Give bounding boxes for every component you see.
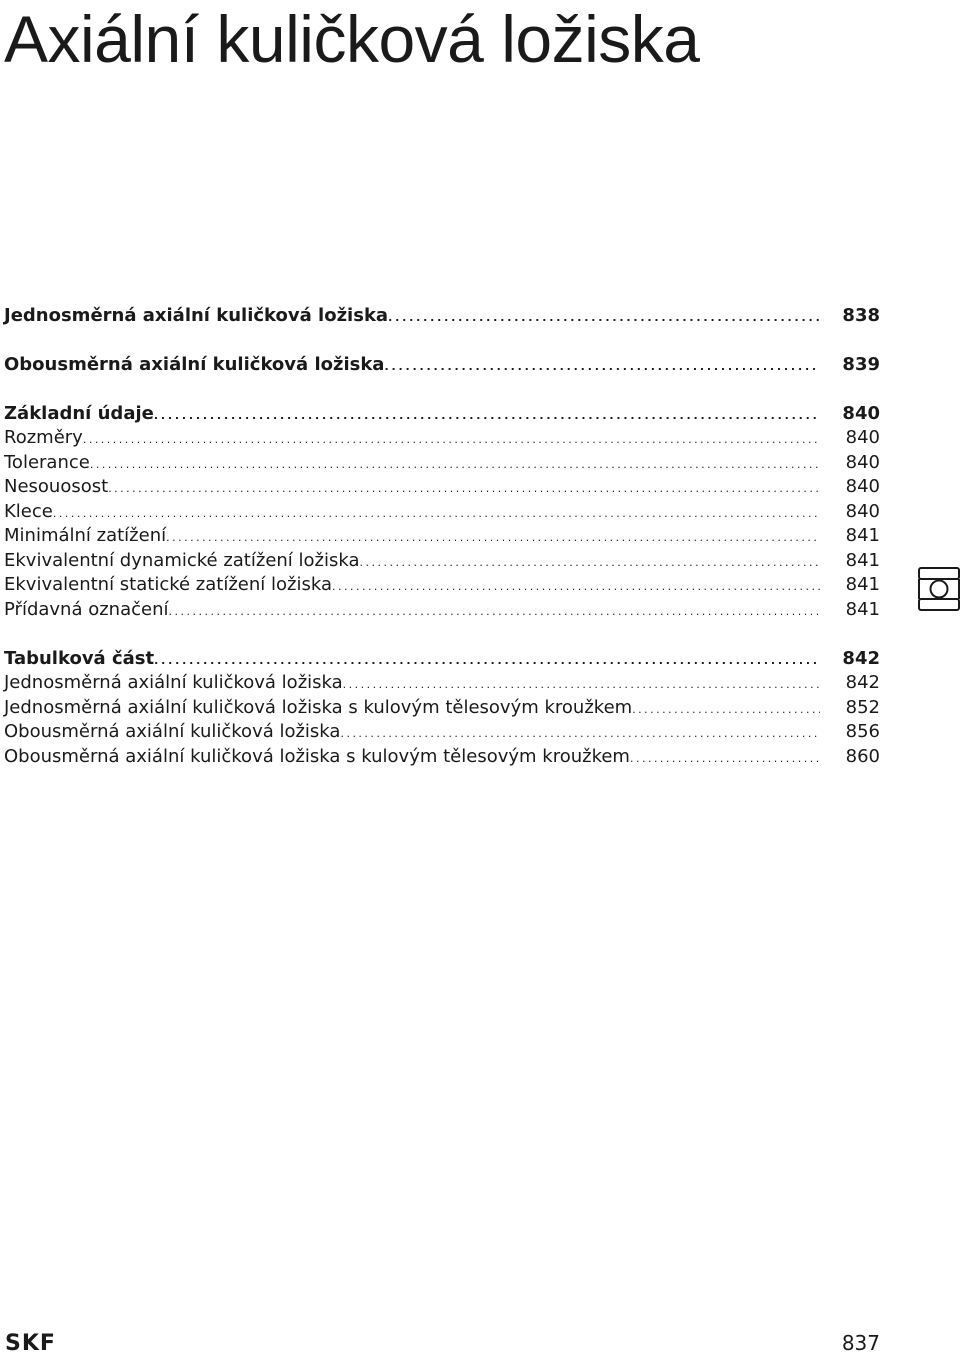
toc-dot-leader (166, 526, 820, 550)
toc-entry-page: 840 (845, 452, 880, 473)
toc-entry-label: Nesouosost (4, 476, 109, 497)
toc-entry-label: Obousměrná axiální kuličková ložiska s kulovým tělesovým kroužkem (4, 746, 630, 767)
toc-dot-leader (340, 722, 820, 746)
toc-entry-page: 841 (845, 550, 880, 571)
page-number: 837 (841, 1331, 880, 1355)
toc-entry-page: 840 (842, 403, 880, 424)
toc-entry-label: Jednosměrná axiální kuličková ložiska (4, 672, 343, 693)
toc-entry-label: Klece (4, 501, 53, 522)
toc-dot-leader (384, 355, 820, 379)
toc-dot-leader (53, 502, 820, 526)
toc-dot-leader (83, 428, 820, 452)
toc-entry-page: 840 (845, 476, 880, 497)
page-title: Axiální kuličková ložiska (4, 2, 700, 76)
toc-entry-page: 841 (845, 525, 880, 546)
toc-entry-page: 856 (845, 721, 880, 742)
toc-dot-leader (360, 551, 821, 575)
toc-entry-page: 842 (845, 672, 880, 693)
toc-entry-label: Tabulková část (4, 648, 155, 669)
toc-entry-label: Tolerance (4, 452, 90, 473)
toc-entry-page: 860 (845, 746, 880, 767)
toc-entry-equivalent-dynamic-load[interactable] (4, 549, 880, 573)
toc-entry-label: Jednosměrná axiální kuličková ložiska s kulovým tělesovým kroužkem (4, 697, 633, 718)
toc-entry-double-direction-bearings[interactable] (4, 353, 880, 377)
toc-dot-leader (154, 649, 820, 673)
toc-entry-product-tables[interactable] (4, 647, 880, 671)
toc-dot-leader (343, 673, 820, 697)
toc-dot-leader (632, 698, 820, 722)
toc-entry-label: Obousměrná axiální kuličková ložiska (4, 354, 385, 375)
toc-entry-table-single-direction[interactable] (4, 671, 880, 695)
toc-entry-tolerances[interactable] (4, 451, 880, 475)
toc-entry-page: 839 (842, 354, 880, 375)
svg-text:SKF: SKF (5, 1332, 56, 1352)
toc-entry-minimum-load[interactable] (4, 524, 880, 548)
toc-entry-label: Obousměrná axiální kuličková ložiska (4, 721, 341, 742)
toc-entry-page: 841 (845, 599, 880, 620)
toc-entry-label: Ekvivalentní dynamické zatížení ložiska (4, 550, 360, 571)
toc-dot-leader (169, 600, 821, 624)
toc-entry-dimensions[interactable] (4, 426, 880, 450)
toc-entry-page: 852 (845, 697, 880, 718)
toc-dot-leader (630, 747, 820, 771)
toc-entry-table-double-direction-spherical[interactable] (4, 745, 880, 769)
toc-entry-basic-data[interactable] (4, 402, 880, 426)
toc-dot-leader (90, 453, 820, 477)
toc-entry-label: Základní údaje (4, 403, 154, 424)
toc-entry-page: 838 (842, 305, 880, 326)
toc-entry-label: Rozměry (4, 427, 83, 448)
toc-entry-equivalent-static-load[interactable] (4, 573, 880, 597)
toc-entry-page: 842 (842, 648, 880, 669)
toc-entry-supplementary-designations[interactable] (4, 598, 880, 622)
toc-entry-label: Jednosměrná axiální kuličková ložiska (4, 305, 389, 326)
axial-ball-bearing-icon (916, 566, 960, 612)
toc-entry-single-direction-bearings[interactable] (4, 304, 880, 328)
toc-dot-leader (108, 477, 820, 501)
toc-entry-label: Ekvivalentní statické zatížení ložiska (4, 574, 332, 595)
toc-dot-leader (388, 306, 820, 330)
toc-entry-page: 840 (845, 427, 880, 448)
toc-entry-label: Minimální zatížení (4, 525, 167, 546)
toc-entry-page: 841 (845, 574, 880, 595)
toc-entry-cages[interactable] (4, 500, 880, 524)
toc-entry-misalignment[interactable] (4, 475, 880, 499)
toc-dot-leader (332, 575, 820, 599)
toc-dot-leader (154, 404, 820, 428)
skf-logo (5, 1332, 77, 1352)
toc-entry-table-double-direction[interactable] (4, 720, 880, 744)
toc-entry-page: 840 (845, 501, 880, 522)
toc-entry-table-single-direction-spherical[interactable] (4, 696, 880, 720)
toc-entry-label: Přídavná označení (4, 599, 169, 620)
